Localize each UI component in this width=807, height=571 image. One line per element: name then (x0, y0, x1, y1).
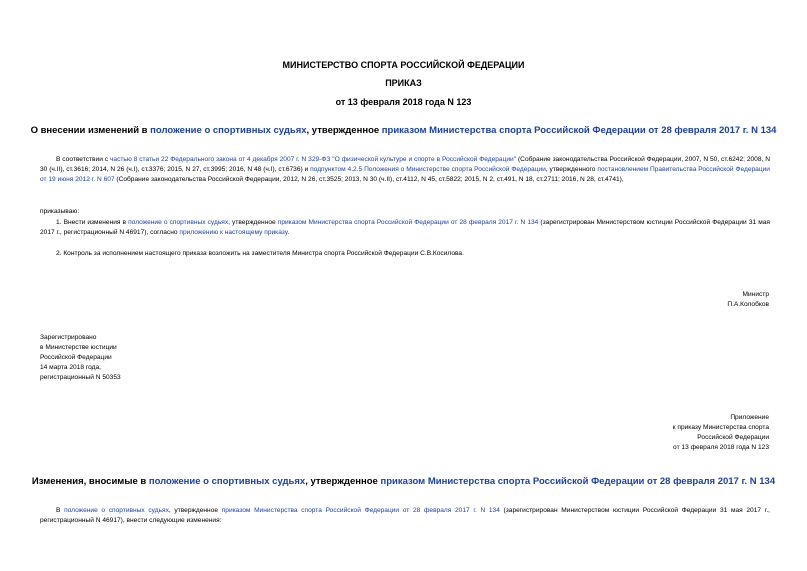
changes-title-text-1: Изменения, вносимые в (31, 476, 149, 487)
item-1-text-1: 1. Внести изменения в (56, 219, 129, 226)
preamble-text-2: (Собрание законодательства Российской Федерации, 2007, N 50, ст.6242; 2008, N 30 (ч.II), ст.3616; 2014, N 26 (ч.I), ст.3376; 2015, N 27, ст.3995; 2016, N 48 (ч.I), ст.6736) и (40, 156, 771, 173)
changes-intro-text-3: (зарегистрирован Министерством юстиции Российской Федерации 31 мая 2017 г., регистрационный N 46917), внести следующие изменения: (40, 507, 770, 524)
order-word: приказываю: (40, 208, 80, 215)
preamble-text-4: (Собрание законодательства Российской Федерации, 2012, N 26, ст.3525; 2013, N 30 (ч.II), ст.4112, N 45, ст.5822; 2015, N 2, ст.491, N 18, ст.2711; 2016, N 28, ст.4741), (114, 176, 624, 183)
registration-line: 14 марта 2018 года, (40, 364, 101, 371)
registration-block (40, 333, 121, 383)
order-title-text-2: , утвержденное (306, 125, 382, 136)
item-1-link-regulation[interactable]: положение о спортивных судьях (128, 219, 229, 226)
preamble-link-resolution[interactable]: постановлением Правительства Российской Федерации от 19 июня 2012 г. N 607 (40, 166, 770, 183)
item-2-paragraph: 2. Контроль за исполнением настоящего приказа возложить на заместителя Министра спорта Российской Федерации С.В.Косилова. (56, 250, 464, 257)
registration-line: Зарегистрировано (40, 334, 97, 341)
order-title-link-order[interactable]: приказом Министерства спорта Российской Федерации от 28 февраля 2017 г. N 134 (381, 125, 777, 136)
changes-intro-paragraph (40, 506, 770, 526)
doc-type-heading: ПРИКАЗ (385, 78, 422, 88)
changes-intro-link-regulation[interactable]: положение о спортивных судьях (64, 507, 169, 514)
item-1-text-3: (зарегистрирован Министерством юстиции Российской Федерации 31 мая 2017 г., регистрационный N 46917), согласно (40, 219, 770, 236)
appendix-line: от 13 февраля 2018 года N 123 (673, 444, 769, 451)
item-1-text-2: , утвержденное (228, 219, 278, 226)
changes-intro-link-order[interactable]: приказом Министерства спорта Российской Федерации от 28 февраля 2017 г. N 134 (221, 507, 500, 514)
item-1-paragraph (40, 218, 770, 238)
changes-intro-text-1: В (56, 507, 65, 514)
order-title-text-1: О внесении изменений в (30, 125, 151, 136)
changes-intro-text-2: , утвержденное (168, 507, 222, 514)
changes-title-text-2: , утвержденное (305, 476, 381, 487)
appendix-block (673, 413, 769, 453)
signature-name: П.А.Колобков (727, 301, 769, 308)
changes-title (0, 476, 807, 487)
preamble-text-3: , утвержденного (545, 166, 598, 173)
item-1-link-appendix[interactable]: приложению к настоящему приказу (179, 229, 288, 236)
preamble-link-subitem[interactable]: подпунктом 4.2.5 Положения о Министерстве спорта Российской Федерации (310, 166, 546, 173)
preamble-text-1: В соответствии с (56, 156, 110, 163)
registration-line: Российской Федерации (40, 354, 112, 361)
preamble-paragraph (40, 155, 770, 185)
item-1-text-4: . (287, 229, 290, 236)
signature-position: Министр (742, 291, 769, 298)
order-title (0, 125, 807, 136)
item-1-link-order[interactable]: приказом Министерства спорта Российской Федерации от 28 февраля 2017 г. N 134 (277, 219, 539, 226)
ministry-heading: МИНИСТЕРСТВО СПОРТА РОССИЙСКОЙ ФЕДЕРАЦИИ (282, 60, 525, 70)
appendix-line: к приказу Министерства спорта (672, 424, 769, 431)
date-number-heading: от 13 февраля 2018 года N 123 (335, 97, 472, 107)
appendix-line: Российской Федерации (697, 434, 769, 441)
order-title-link-regulation[interactable]: положение о спортивных судьях (150, 125, 307, 136)
registration-line: регистрационный N 50353 (40, 374, 121, 381)
changes-title-link-regulation[interactable]: положение о спортивных судьях (148, 476, 306, 487)
registration-line: в Министерстве юстиции (40, 344, 117, 351)
preamble-link-federal-law[interactable]: частью 8 статьи 22 Федерального закона от 4 декабря 2007 г. N 329-ФЗ "О физической культуре и спорте в Российской Федерации" (109, 156, 517, 163)
appendix-line: Приложение (730, 414, 769, 421)
changes-title-link-order[interactable]: приказом Министерства спорта Российской Федерации от 28 февраля 2017 г. N 134 (380, 476, 776, 487)
signature-block (727, 290, 769, 310)
